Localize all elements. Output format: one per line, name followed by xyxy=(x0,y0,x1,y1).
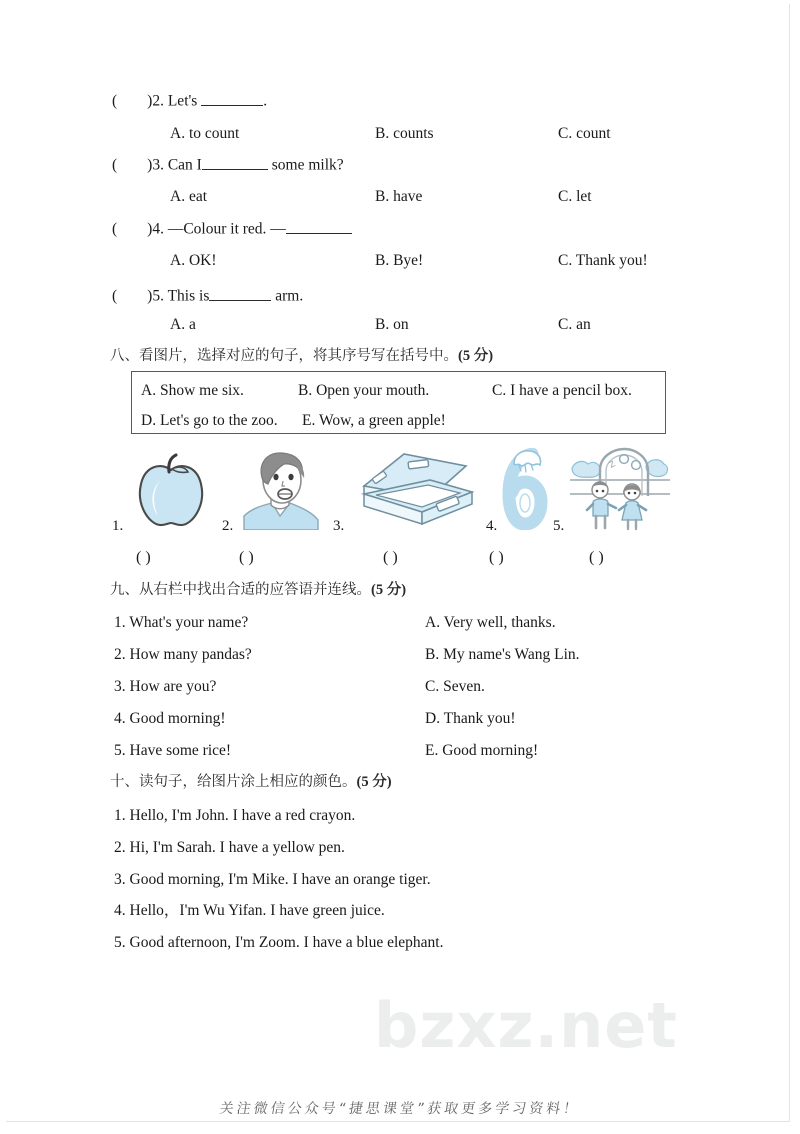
section-eight-points: (5 分) xyxy=(458,348,494,364)
mc-q3-paren-close: ) xyxy=(147,156,153,174)
mc-q3-paren-open: ( xyxy=(112,156,118,174)
match-left-1[interactable]: 1. What's your name? xyxy=(114,614,249,631)
section-eight-option-c[interactable]: C. I have a pencil box. xyxy=(492,382,632,399)
mc-q5-paren-open: ( xyxy=(112,287,118,305)
picture-4-number: 4. xyxy=(486,518,498,534)
mc-question-3-stem xyxy=(112,154,344,173)
match-left-5[interactable]: 5. Have some rice! xyxy=(114,742,232,759)
match-right-d[interactable]: D. Thank you! xyxy=(425,710,516,727)
mc-question-4-stem xyxy=(112,218,352,237)
apple-icon xyxy=(131,452,211,530)
section-nine-heading xyxy=(110,583,406,598)
colour-sentence-2: 2. Hi, I'm Sarah. I have a yellow pen. xyxy=(114,839,345,856)
picture-2-answer-bracket[interactable]: ( ) xyxy=(239,549,254,566)
match-right-b[interactable]: B. My name's Wang Lin. xyxy=(425,646,580,663)
match-left-4[interactable]: 4. Good morning! xyxy=(114,710,226,727)
match-right-c[interactable]: C. Seven. xyxy=(425,678,485,695)
mc-q2-paren-close: ) xyxy=(147,92,153,110)
section-eight-option-a[interactable]: A. Show me six. xyxy=(141,382,244,399)
picture-2-number: 2. xyxy=(222,518,234,534)
mc-q5-number: 5. xyxy=(152,287,164,305)
picture-1-answer-bracket[interactable]: ( ) xyxy=(136,549,151,566)
mc-q5-option-a[interactable]: A. a xyxy=(170,316,196,333)
mc-q2-number: 2. xyxy=(152,92,164,110)
mc-q2-option-a[interactable]: A. to count xyxy=(170,125,240,142)
mc-q5-stem-after: arm. xyxy=(275,287,304,305)
picture-5-number: 5. xyxy=(553,518,565,534)
mc-q2-answer-blank[interactable] xyxy=(201,90,263,106)
mc-q4-option-b[interactable]: B. Bye! xyxy=(375,252,424,269)
section-nine-heading-text: 九、从右栏中找出合适的应答语并连线。 xyxy=(110,582,371,598)
mc-q4-answer-blank[interactable] xyxy=(286,218,352,234)
mc-q4-number: 4. xyxy=(152,220,164,238)
mc-q2-stem-before: Let's xyxy=(167,92,198,110)
open-mouth-face-icon xyxy=(238,450,320,530)
site-watermark: bzxz.net xyxy=(374,989,678,1062)
section-ten-heading-text: 十、读句子，给图片涂上相应的颜色。 xyxy=(110,774,357,790)
colour-sentence-5: 5. Good afternoon, I'm Zoom. I have a blue elephant. xyxy=(114,934,444,951)
mc-q3-answer-blank[interactable] xyxy=(202,154,268,170)
mc-q2-option-b[interactable]: B. counts xyxy=(375,125,434,142)
mc-q5-paren-close: ) xyxy=(147,287,153,305)
section-nine-points: (5 分) xyxy=(371,582,407,598)
mc-q3-stem-before: Can I xyxy=(167,156,202,174)
picture-5-answer-bracket[interactable]: ( ) xyxy=(589,549,604,566)
match-right-a[interactable]: A. Very well, thanks. xyxy=(425,614,556,631)
colour-sentence-1: 1. Hello, I'm John. I have a red crayon. xyxy=(114,807,356,824)
mc-q3-option-a[interactable]: A. eat xyxy=(170,188,208,205)
number-six-icon xyxy=(502,448,548,530)
mc-question-2-stem xyxy=(112,90,267,109)
mc-q3-option-b[interactable]: B. have xyxy=(375,188,423,205)
mc-q4-option-a[interactable]: A. OK! xyxy=(170,252,217,269)
section-ten-heading xyxy=(110,775,392,790)
mc-q4-stem-before: —Colour it red. — xyxy=(167,220,286,238)
mc-q5-option-b[interactable]: B. on xyxy=(375,316,409,333)
mc-q3-number: 3. xyxy=(152,156,164,174)
mc-q2-option-c[interactable]: C. count xyxy=(558,125,611,142)
svg-text:Z: Z xyxy=(607,459,617,470)
mc-q3-option-c[interactable]: C. let xyxy=(558,188,592,205)
zoo-gate-children-icon xyxy=(570,444,670,532)
mc-q4-option-c[interactable]: C. Thank you! xyxy=(558,252,648,269)
pencil-box-icon xyxy=(350,450,478,530)
mc-q5-option-c[interactable]: C. an xyxy=(558,316,591,333)
section-eight-heading-text: 八、看图片，选择对应的句子，将其序号写在括号中。 xyxy=(110,348,458,364)
section-eight-choice-box xyxy=(131,371,666,434)
mc-q5-answer-blank[interactable] xyxy=(209,285,271,301)
section-eight-heading xyxy=(110,349,493,364)
picture-3-number: 3. xyxy=(333,518,345,534)
mc-q4-paren-close: ) xyxy=(147,220,153,238)
mc-question-5-stem xyxy=(112,285,303,304)
mc-q5-stem-before: This is xyxy=(167,287,210,305)
mc-q2-paren-open: ( xyxy=(112,92,118,110)
match-left-2[interactable]: 2. How many pandas? xyxy=(114,646,252,663)
picture-1-number: 1. xyxy=(112,518,124,534)
section-eight-option-b[interactable]: B. Open your mouth. xyxy=(298,382,430,399)
match-right-e[interactable]: E. Good morning! xyxy=(425,742,539,759)
section-ten-points: (5 分) xyxy=(356,774,392,790)
section-eight-option-e[interactable]: E. Wow, a green apple! xyxy=(302,412,446,429)
picture-4-answer-bracket[interactable]: ( ) xyxy=(489,549,504,566)
picture-3-answer-bracket[interactable]: ( ) xyxy=(383,549,398,566)
match-left-3[interactable]: 3. How are you? xyxy=(114,678,217,695)
mc-q2-stem-after: . xyxy=(263,92,268,110)
mc-q4-paren-open: ( xyxy=(112,220,118,238)
section-eight-option-d[interactable]: D. Let's go to the zoo. xyxy=(141,412,278,429)
footer-note: 关注微信公众号“捷思课堂”获取更多学习资料！ xyxy=(218,1101,582,1117)
mc-q3-stem-after: some milk? xyxy=(271,156,344,174)
colour-sentence-4: 4. Hello，I'm Wu Yifan. I have green juice. xyxy=(114,902,385,919)
colour-sentence-3: 3. Good morning, I'm Mike. I have an orange tiger. xyxy=(114,871,431,888)
